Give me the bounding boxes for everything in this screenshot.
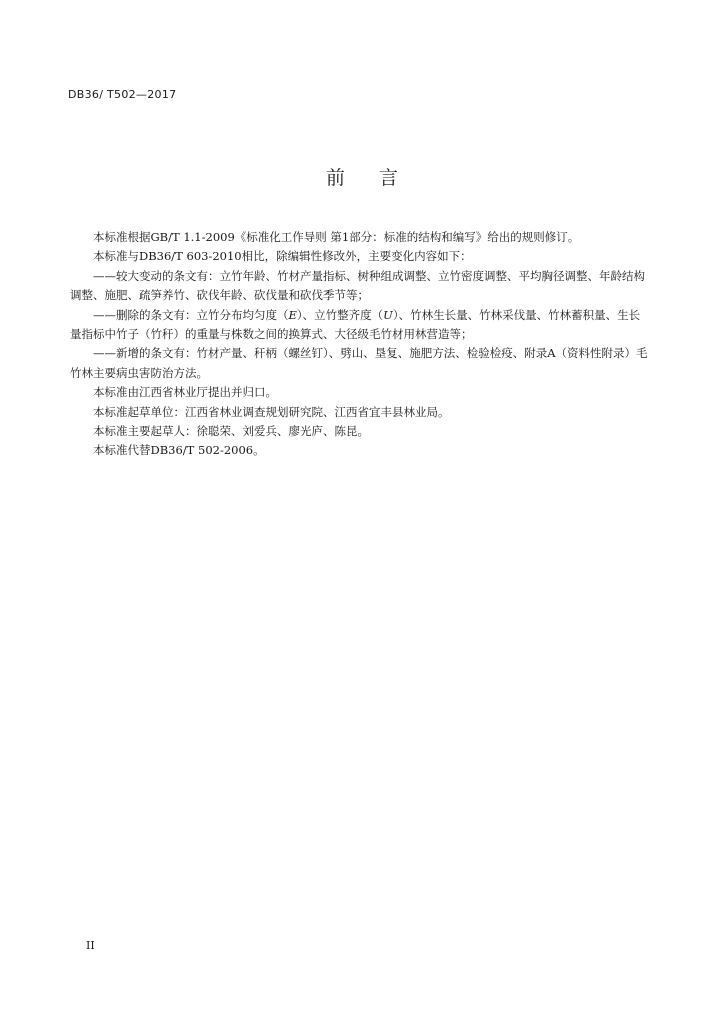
- paragraph-new-clauses: ——新增的条文有：竹材产量、秆柄（螺丝钉）、劈山、垦复、施肥方法、检验检疫、附录A（资料性附录）毛竹林主要病虫害防治方法。: [70, 346, 648, 380]
- page-number: II: [86, 939, 95, 952]
- deleted-clauses-text-1: ——删除的条文有：立竹分布均匀度（: [93, 307, 289, 322]
- symbol-e: E: [288, 307, 297, 322]
- paragraph-replaces: 本标准代替DB36/T 502-2006。: [93, 443, 265, 458]
- paragraph-deleted-clauses: [70, 306, 648, 345]
- symbol-u: U: [383, 307, 393, 322]
- foreword-body: [70, 228, 648, 461]
- paragraph-drafters: 本标准主要起草人：徐聪荣、刘爱兵、廖光庐、陈昆。: [93, 424, 369, 439]
- paragraph-drafting-units: 本标准起草单位：江西省林业调查规划研究院、江西省宜丰县林业局。: [93, 404, 450, 419]
- deleted-clauses-text-3: ）、竹林生长量、竹林采伐量、竹林蓄积量、生长量指标中竹子（竹秆）的重量与株数之间的换算式、大径级毛竹材用林营造等；: [70, 307, 641, 342]
- section-title: 前言: [325, 167, 432, 189]
- deleted-clauses-text-2: ）、立竹整齐度（: [296, 307, 384, 322]
- paragraph-comparison: 本标准与DB36/T 603-2010相比，除编辑性修改外，主要变化内容如下：: [93, 249, 472, 264]
- paragraph-proposer: 本标准由江西省林业厅提出并归口。: [93, 385, 277, 400]
- document-code: DB36/ T502—2017: [68, 88, 177, 101]
- paragraph-basis: 本标准根据GB/T 1.1-2009《标准化工作导则 第1部分：标准的结构和编写》给出的规则修订。: [93, 230, 580, 244]
- paragraph-changed-clauses: ——较大变动的条文有：立竹年龄、竹材产量指标、树种组成调整、立竹密度调整、平均胸径调整、年龄结构调整、施肥、疏笋养竹、砍伐年龄、砍伐量和砍伐季节等；: [70, 268, 645, 303]
